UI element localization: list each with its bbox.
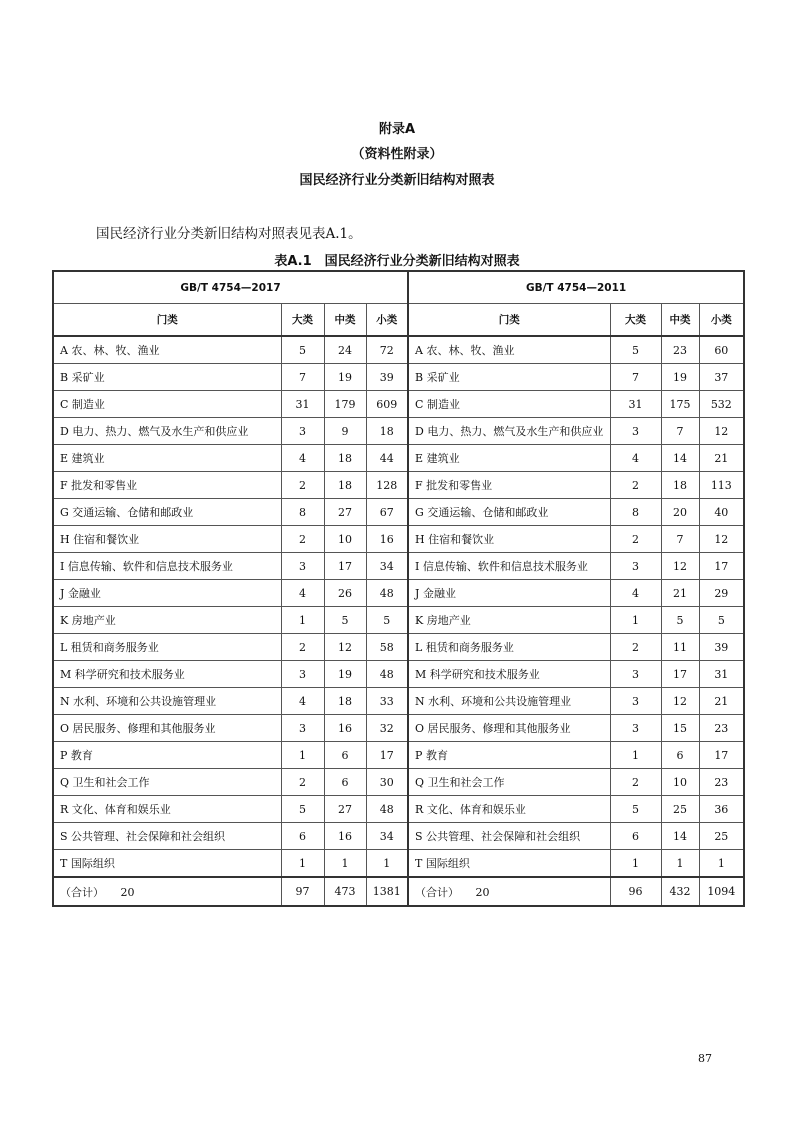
new-division-count-cell: 2 [281,769,324,796]
new-class-count-cell: 33 [366,688,408,715]
table-row [53,526,744,553]
old-group-count-cell: 7 [661,526,699,553]
new-class-count-cell: 18 [366,418,408,445]
table-row [53,364,744,391]
new-class-count-cell: 48 [366,796,408,823]
old-section-cell: L 租赁和商务服务业 [408,634,610,661]
old-division-count-cell: 8 [610,499,661,526]
new-class-count-cell: 44 [366,445,408,472]
standard-header-row [53,271,744,304]
old-section-cell: D 电力、热力、燃气及水生产和供应业 [408,418,610,445]
new-group-count-cell: 16 [324,823,366,850]
old-group-count-cell: 10 [661,769,699,796]
table-row [53,580,744,607]
new-class-count-cell: 39 [366,364,408,391]
table-row [53,823,744,850]
appendix-note: （资料性附录） [351,147,443,162]
new-division-count-cell: 6 [281,823,324,850]
old-class-count-cell: 1 [699,850,744,878]
new-group-count-cell: 24 [324,336,366,364]
table-row [53,607,744,634]
new-section-cell: H 住宿和餐饮业 [53,526,281,553]
old-class-count-cell: 36 [699,796,744,823]
old-section-cell: G 交通运输、仓储和邮政业 [408,499,610,526]
new-class-count-cell: 17 [366,742,408,769]
old-group-count-cell: 25 [661,796,699,823]
old-section-cell: P 教育 [408,742,610,769]
new-class-count-cell: 67 [366,499,408,526]
new-class-count-cell: 1381 [366,877,408,906]
old-class-count-cell: 31 [699,661,744,688]
new-group-count-cell: 10 [324,526,366,553]
total-row [53,877,744,906]
old-group-count-cell: 1 [661,850,699,878]
new-class-count-cell: 48 [366,580,408,607]
new-group-count-cell: 12 [324,634,366,661]
table-row [53,553,744,580]
old-class-count-cell: 12 [699,526,744,553]
new-class-count-cell: 72 [366,336,408,364]
new-class-count-cell: 58 [366,634,408,661]
old-class-count-cell: 21 [699,688,744,715]
new-class-count-cell: 34 [366,823,408,850]
std-new-header: GB/T 4754—2017 [53,271,408,304]
old-class-count-cell: 29 [699,580,744,607]
old-class-count-cell: 25 [699,823,744,850]
old-section-cell: N 水利、环境和公共设施管理业 [408,688,610,715]
table-row [53,472,744,499]
old-class-count-cell: 37 [699,364,744,391]
old-group-count-cell: 19 [661,364,699,391]
new-class-count-cell: 32 [366,715,408,742]
old-division-count-cell: 3 [610,688,661,715]
old-section-cell: H 住宿和餐饮业 [408,526,610,553]
appendix-label: 附录A [378,122,416,137]
old-division-count-cell: 6 [610,823,661,850]
new-group-count-cell: 473 [324,877,366,906]
new-section-cell: N 水利、环境和公共设施管理业 [53,688,281,715]
new-group-count-cell: 27 [324,796,366,823]
old-group-count-cell: 12 [661,688,699,715]
old-class-count-cell: 21 [699,445,744,472]
new-group-count-cell: 1 [324,850,366,878]
new-division-count-cell: 97 [281,877,324,906]
old-section-cell: I 信息传输、软件和信息技术服务业 [408,553,610,580]
old-section-cell: （合计） 20 [408,877,610,906]
new-group-count-cell: 6 [324,769,366,796]
table-row [53,796,744,823]
old-group-count-cell: 20 [661,499,699,526]
col-header-division: 大类 [281,304,324,337]
old-class-count-cell: 60 [699,336,744,364]
old-division-count-cell: 4 [610,580,661,607]
old-group-count-cell: 23 [661,336,699,364]
old-class-count-cell: 17 [699,742,744,769]
table-row [53,715,744,742]
new-division-count-cell: 1 [281,850,324,878]
table-caption: 表A.1 国民经济行业分类新旧结构对照表 [274,254,520,269]
intro-text: 国民经济行业分类新旧结构对照表见表A.1。 [96,226,362,242]
old-division-count-cell: 2 [610,526,661,553]
old-section-cell: C 制造业 [408,391,610,418]
old-division-count-cell: 5 [610,336,661,364]
new-section-cell: P 教育 [53,742,281,769]
old-section-cell: M 科学研究和技术服务业 [408,661,610,688]
old-group-count-cell: 17 [661,661,699,688]
table-row [53,742,744,769]
new-group-count-cell: 26 [324,580,366,607]
new-section-cell: A 农、林、牧、渔业 [53,336,281,364]
column-header-row [53,304,744,337]
old-section-cell: E 建筑业 [408,445,610,472]
new-group-count-cell: 18 [324,472,366,499]
new-class-count-cell: 128 [366,472,408,499]
old-division-count-cell: 3 [610,553,661,580]
old-group-count-cell: 14 [661,445,699,472]
old-class-count-cell: 39 [699,634,744,661]
old-section-cell: Q 卫生和社会工作 [408,769,610,796]
old-class-count-cell: 17 [699,553,744,580]
new-section-cell: （合计） 20 [53,877,281,906]
new-section-cell: S 公共管理、社会保障和社会组织 [53,823,281,850]
table-row [53,391,744,418]
new-division-count-cell: 2 [281,472,324,499]
new-division-count-cell: 4 [281,580,324,607]
new-section-cell: I 信息传输、软件和信息技术服务业 [53,553,281,580]
new-division-count-cell: 2 [281,526,324,553]
old-division-count-cell: 31 [610,391,661,418]
new-division-count-cell: 4 [281,688,324,715]
new-division-count-cell: 2 [281,634,324,661]
table-row [53,769,744,796]
new-division-count-cell: 1 [281,607,324,634]
old-class-count-cell: 23 [699,769,744,796]
old-class-count-cell: 23 [699,715,744,742]
new-group-count-cell: 18 [324,445,366,472]
old-group-count-cell: 12 [661,553,699,580]
new-division-count-cell: 5 [281,336,324,364]
old-division-count-cell: 4 [610,445,661,472]
new-class-count-cell: 5 [366,607,408,634]
old-class-count-cell: 12 [699,418,744,445]
new-section-cell: D 电力、热力、燃气及水生产和供应业 [53,418,281,445]
new-section-cell: T 国际组织 [53,850,281,878]
table-row [53,336,744,364]
new-class-count-cell: 48 [366,661,408,688]
old-division-count-cell: 2 [610,472,661,499]
new-group-count-cell: 27 [324,499,366,526]
new-division-count-cell: 3 [281,661,324,688]
old-group-count-cell: 15 [661,715,699,742]
old-group-count-cell: 6 [661,742,699,769]
new-class-count-cell: 609 [366,391,408,418]
old-group-count-cell: 432 [661,877,699,906]
col-header-group: 中类 [324,304,366,337]
old-group-count-cell: 175 [661,391,699,418]
new-class-count-cell: 1 [366,850,408,878]
old-group-count-cell: 18 [661,472,699,499]
new-class-count-cell: 16 [366,526,408,553]
table-row [53,850,744,878]
old-class-count-cell: 40 [699,499,744,526]
new-section-cell: E 建筑业 [53,445,281,472]
new-section-cell: Q 卫生和社会工作 [53,769,281,796]
new-section-cell: F 批发和零售业 [53,472,281,499]
old-division-count-cell: 2 [610,634,661,661]
new-group-count-cell: 19 [324,364,366,391]
std-old-header: GB/T 4754—2011 [408,271,744,304]
new-division-count-cell: 5 [281,796,324,823]
new-group-count-cell: 17 [324,553,366,580]
old-division-count-cell: 7 [610,364,661,391]
new-section-cell: K 房地产业 [53,607,281,634]
table-row [53,418,744,445]
old-group-count-cell: 21 [661,580,699,607]
old-class-count-cell: 1094 [699,877,744,906]
table-row [53,445,744,472]
new-group-count-cell: 179 [324,391,366,418]
old-section-cell: O 居民服务、修理和其他服务业 [408,715,610,742]
old-section-cell: R 文化、体育和娱乐业 [408,796,610,823]
col-header-group: 中类 [661,304,699,337]
new-division-count-cell: 4 [281,445,324,472]
table-row [53,499,744,526]
page-number: 87 [698,1052,712,1065]
old-section-cell: T 国际组织 [408,850,610,878]
appendix-title: 国民经济行业分类新旧结构对照表 [299,173,495,188]
new-section-cell: L 租赁和商务服务业 [53,634,281,661]
old-group-count-cell: 14 [661,823,699,850]
old-section-cell: A 农、林、牧、渔业 [408,336,610,364]
new-section-cell: M 科学研究和技术服务业 [53,661,281,688]
old-division-count-cell: 2 [610,769,661,796]
new-group-count-cell: 9 [324,418,366,445]
old-group-count-cell: 5 [661,607,699,634]
col-header-section: 门类 [53,304,281,337]
old-section-cell: J 金融业 [408,580,610,607]
new-division-count-cell: 1 [281,742,324,769]
col-header-section: 门类 [408,304,610,337]
new-section-cell: R 文化、体育和娱乐业 [53,796,281,823]
new-section-cell: B 采矿业 [53,364,281,391]
new-section-cell: C 制造业 [53,391,281,418]
old-class-count-cell: 532 [699,391,744,418]
col-header-division: 大类 [610,304,661,337]
new-division-count-cell: 3 [281,715,324,742]
new-section-cell: G 交通运输、仓储和邮政业 [53,499,281,526]
new-section-cell: O 居民服务、修理和其他服务业 [53,715,281,742]
new-division-count-cell: 3 [281,553,324,580]
new-class-count-cell: 30 [366,769,408,796]
new-group-count-cell: 5 [324,607,366,634]
new-division-count-cell: 31 [281,391,324,418]
old-section-cell: S 公共管理、社会保障和社会组织 [408,823,610,850]
new-group-count-cell: 16 [324,715,366,742]
col-header-class: 小类 [366,304,408,337]
table-row [53,688,744,715]
new-group-count-cell: 19 [324,661,366,688]
old-group-count-cell: 11 [661,634,699,661]
new-section-cell: J 金融业 [53,580,281,607]
col-header-class: 小类 [699,304,744,337]
table-row [53,634,744,661]
old-division-count-cell: 1 [610,607,661,634]
old-class-count-cell: 113 [699,472,744,499]
new-division-count-cell: 7 [281,364,324,391]
old-division-count-cell: 3 [610,661,661,688]
old-division-count-cell: 3 [610,418,661,445]
table-row [53,661,744,688]
old-section-cell: K 房地产业 [408,607,610,634]
new-class-count-cell: 34 [366,553,408,580]
old-section-cell: F 批发和零售业 [408,472,610,499]
old-division-count-cell: 5 [610,796,661,823]
old-division-count-cell: 1 [610,742,661,769]
old-group-count-cell: 7 [661,418,699,445]
comparison-table [52,270,745,907]
old-section-cell: B 采矿业 [408,364,610,391]
old-division-count-cell: 96 [610,877,661,906]
old-class-count-cell: 5 [699,607,744,634]
new-division-count-cell: 3 [281,418,324,445]
new-group-count-cell: 18 [324,688,366,715]
old-division-count-cell: 3 [610,715,661,742]
new-division-count-cell: 8 [281,499,324,526]
old-division-count-cell: 1 [610,850,661,878]
new-group-count-cell: 6 [324,742,366,769]
